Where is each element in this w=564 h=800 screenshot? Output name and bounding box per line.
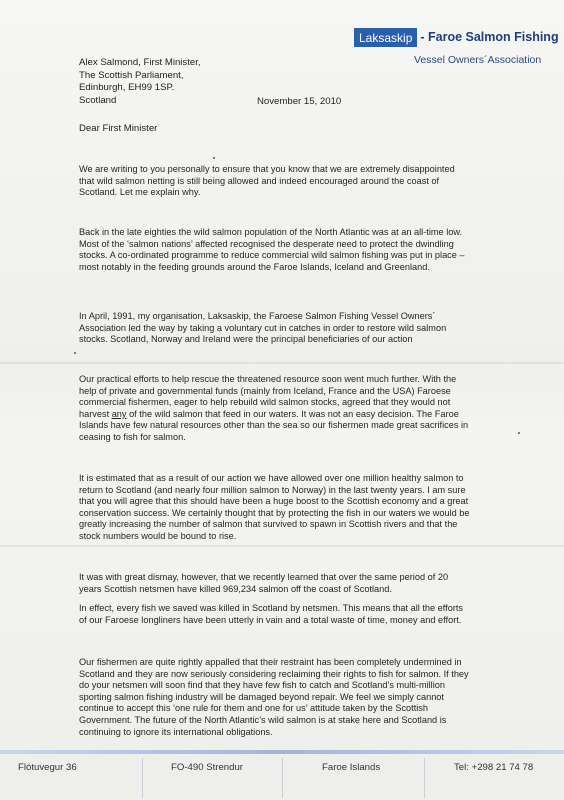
footer-country: Faroe Islands — [322, 762, 381, 773]
text-line: Our fishermen are quite rightly appalled that their restraint has been completely undermined in — [79, 657, 462, 667]
footer-divider — [142, 758, 143, 798]
text-line: sporting salmon fishing industry will be damaged beyond repair. We feel we simply cannot — [79, 691, 444, 702]
text-line: most notably in the feeding grounds around the Faroe Islands, Iceland and Greenland. — [79, 261, 430, 272]
footer-phone: Tel: +298 21 74 78 — [454, 762, 534, 773]
text-line: stocks. Scotland, Norway and Ireland were the principal beneficiaries of our action — [79, 334, 413, 345]
logo-name: - Faroe Salmon Fishing — [420, 30, 559, 44]
text-line: We are writing to you personally to ensure that you know that we are extremely disappointed — [79, 164, 455, 174]
text-line: continue to accept this ‘one rule for them and one for us’ attitude taken by the Scottish — [79, 703, 428, 714]
salutation: Dear First Minister — [79, 123, 158, 134]
text-line: It was with great dismay, however, that we recently learned that over the same period of 20 — [79, 572, 449, 582]
letterhead-logo — [354, 28, 559, 47]
text-line: ceasing to fish for salmon. — [79, 431, 186, 442]
letter-date: November 15, 2010 — [257, 96, 342, 107]
text-run: of the wild salmon that feed in our waters. It was not an easy decision. The Faroe — [126, 408, 459, 419]
text-line: that wild salmon netting is still being allowed and indeed encouraged around the coast of — [79, 175, 440, 186]
footer-postal: FO-490 Strendur — [171, 762, 243, 773]
text-line: Most of the ‘salmon nations’ affected recognised the desperate need to protect the dwindling — [79, 238, 454, 249]
logo-badge: Laksaskip — [354, 28, 417, 47]
text-line: help of private and governmental funds (mainly from Iceland, France and the USA) Faroese — [79, 385, 451, 396]
address-line: Edinburgh, EH99 1SP. — [79, 82, 175, 94]
text-line: It is estimated that as a result of our action we have allowed over one million healthy salmon to — [79, 473, 464, 483]
text-run: harvest — [79, 408, 112, 419]
paragraph-6 — [79, 572, 511, 595]
text-line: greatly increasing the number of salmon that survived to spawn in Scottish rivers and that the — [79, 519, 458, 530]
scan-speck — [74, 352, 76, 354]
text-line: Association led the way by taking a voluntary cut in catches in order to restore wild salmon — [79, 322, 447, 333]
text-line: Scotland and they are now seriously considering reclaiming their rights to fish for salmon. If they — [79, 668, 469, 679]
footer-divider — [424, 758, 425, 798]
scan-speck — [518, 432, 520, 434]
text-line: Government. The future of the North Atlantic’s wild salmon is at stake here and Scotland is — [79, 714, 447, 725]
text-line — [79, 409, 511, 421]
address-line: The Scottish Parliament, — [79, 69, 184, 81]
text-line: Islands have few natural resources other than the sea so our fishermen made great sacrifices in — [79, 420, 469, 431]
paragraph-3 — [79, 311, 511, 346]
text-line: Back in the late eighties the wild salmon population of the North Atlantic was at an all-time low. — [79, 227, 463, 237]
paper-fold — [0, 545, 564, 547]
underlined-word: any — [111, 408, 127, 419]
footer — [0, 754, 564, 800]
text-line: continuing to ignore its international obligations. — [79, 726, 273, 737]
text-line: of our Faroese longliners have been utterly in vain and a total waste of time, money and effort. — [79, 614, 462, 625]
text-line: return to Scotland (and nearly four million salmon to Norway) in the last twenty years. I am sure — [79, 484, 466, 495]
text-line: years Scottish netsmen have killed 969,234 salmon off the coast of Scotland. — [79, 583, 392, 594]
text-line: conservation success. We certainly thought that by protecting the fish in our waters we would be — [79, 507, 470, 518]
text-line: stock numbers would be bound to rise. — [79, 530, 237, 541]
text-line: stocks. A co-ordinated programme to reduce commercial wild salmon fishing was put in place – — [79, 250, 465, 261]
text-line: commercial fishermen, eager to help rebuild wild salmon stocks, agreed that they would not — [79, 397, 451, 408]
text-line: do your netsmen will soon find that they have few fish to catch and Scotland’s multi-million — [79, 680, 445, 691]
letterhead-subtitle: Vessel Owners´Association — [414, 54, 542, 66]
recipient-address — [79, 57, 201, 107]
paper-fold — [0, 362, 564, 364]
paragraph-5 — [79, 473, 511, 543]
scan-speck — [213, 157, 215, 159]
address-line: Alex Salmond, First Minister, — [79, 57, 201, 68]
text-line: Scotland. Let me explain why. — [79, 187, 201, 198]
text-line: Our practical efforts to help rescue the threatened resource soon went much further. With the — [79, 374, 457, 384]
text-line: In April, 1991, my organisation, Laksaskip, the Faroese Salmon Fishing Vessel Owners´ — [79, 311, 436, 321]
text-line: In effect, every fish we saved was killed in Scotland by netsmen. This means that all the efforts — [79, 603, 464, 613]
paragraph-7 — [79, 603, 511, 626]
paragraph-4 — [79, 374, 511, 444]
footer-divider — [282, 758, 283, 798]
paragraph-1 — [79, 164, 511, 199]
text-line: that you will agree that this should have been a huge boost to the Scottish economy and a great — [79, 496, 469, 507]
address-line: Scotland — [79, 94, 117, 106]
paragraph-8 — [79, 657, 511, 738]
footer-street: Flótuvegur 36 — [18, 762, 77, 773]
paragraph-2 — [79, 227, 511, 273]
